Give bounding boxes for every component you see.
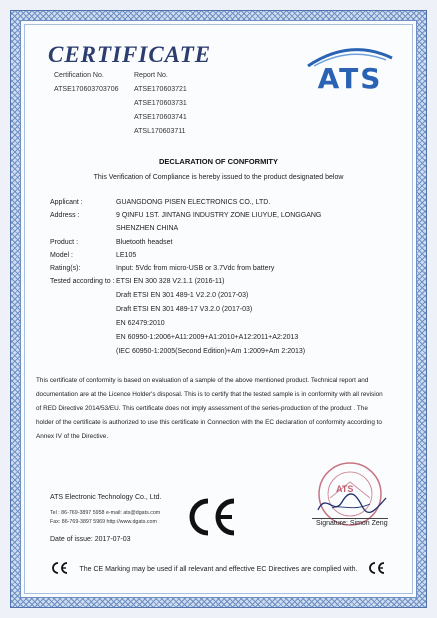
contact-line: Tel : 86-769-3897 5958 e-mail: ats@dgats.com: [50, 510, 161, 516]
standard-item: (IEC 60950-1:2005(Second Edition)+Am 1:2009+Am 2:2013): [116, 348, 306, 355]
signature-icon: [312, 486, 392, 520]
logo-text: ATS: [317, 62, 383, 95]
address-value-line2: SHENZHEN CHINA: [116, 225, 179, 232]
conformity-paragraph: [36, 374, 404, 444]
paragraph-line: Annex IV of the Directive.: [36, 433, 109, 440]
paragraph-line: holder of the certificate is authorized to use this certificate in Connection with the EC declaration of conformity according to: [36, 419, 382, 426]
company-name: ATS Electronic Technology Co., Ltd.: [50, 494, 162, 501]
report-no-item: ATSL170603711: [134, 128, 186, 135]
rating-value: Input: 5Vdc from micro-USB or 3.7Vdc from battery: [116, 265, 275, 272]
ce-mark-icon: [184, 497, 240, 537]
contact-line: Fax: 86-769-3897 5969 http://www.dgats.com: [50, 519, 157, 525]
paragraph-line: This certificate of conformity is based on evaluation of a sample of the above mentioned product. Technical report and: [36, 377, 369, 384]
standard-item: Draft ETSI EN 301 489-17 V3.2.0 (2017-03): [116, 306, 253, 313]
standard-item: Draft ETSI EN 301 489-1 V2.2.0 (2017-03): [116, 292, 249, 299]
standard-item: EN 62479:2010: [116, 320, 165, 327]
report-no-item: ATSE170603741: [134, 114, 187, 121]
date-of-issue: Date of issue: 2017-07-03: [50, 536, 131, 543]
certificate-title: CERTIFICATE: [48, 42, 212, 67]
certification-no-label: Certification No.: [54, 72, 104, 79]
address-label: Address :: [50, 212, 80, 219]
applicant-value: GUANGDONG PISEN ELECTRONICS CO., LTD.: [116, 199, 271, 206]
product-value: Bluetooth headset: [116, 239, 173, 246]
stamp-text: ATS: [336, 484, 354, 494]
report-no-item: ATSE170603721: [134, 86, 187, 93]
model-value: LE105: [116, 252, 137, 259]
signature-label: Signature: Simon Zeng: [316, 520, 388, 527]
report-no-label: Report No.: [134, 72, 168, 79]
ce-small-icon-right: [367, 561, 387, 575]
applicant-label: Applicant :: [50, 199, 83, 206]
model-label: Model :: [50, 252, 73, 259]
rating-label: Rating(s):: [50, 265, 81, 272]
declaration-heading: DECLARATION OF CONFORMITY: [158, 157, 279, 166]
standard-item: ETSI EN 300 328 V2.1.1 (2016-11): [116, 278, 225, 285]
certification-no-value: ATSE170603703706: [54, 86, 119, 93]
intro-text: This Verification of Compliance is hereby issued to the product designated below: [93, 174, 344, 181]
paragraph-line: documentation are at the Licence Holder's disposal. This is to certify that the tested sample is in conformity with all revision: [36, 391, 383, 398]
report-no-item: ATSE170603731: [134, 100, 187, 107]
product-label: Product :: [50, 239, 79, 246]
paragraph-line: of RED Directive 2014/53/EU. This certificate does not imply assessment of the series-production of the product . The: [36, 405, 368, 412]
tested-according-label: Tested according to :: [50, 278, 115, 285]
standard-item: EN 60950-1:2006+A11:2009+A1:2010+A12:2011+A2:2013: [116, 334, 299, 341]
ce-footer-note: The CE Marking may be used if all relevant and effective EC Directives are complied with.: [79, 566, 358, 573]
signature-line: [312, 518, 388, 519]
address-value: 9 QINFU 1ST. JINTANG INDUSTRY ZONE LIUYUE, LONGGANG: [116, 212, 322, 219]
ats-logo: [300, 44, 400, 94]
